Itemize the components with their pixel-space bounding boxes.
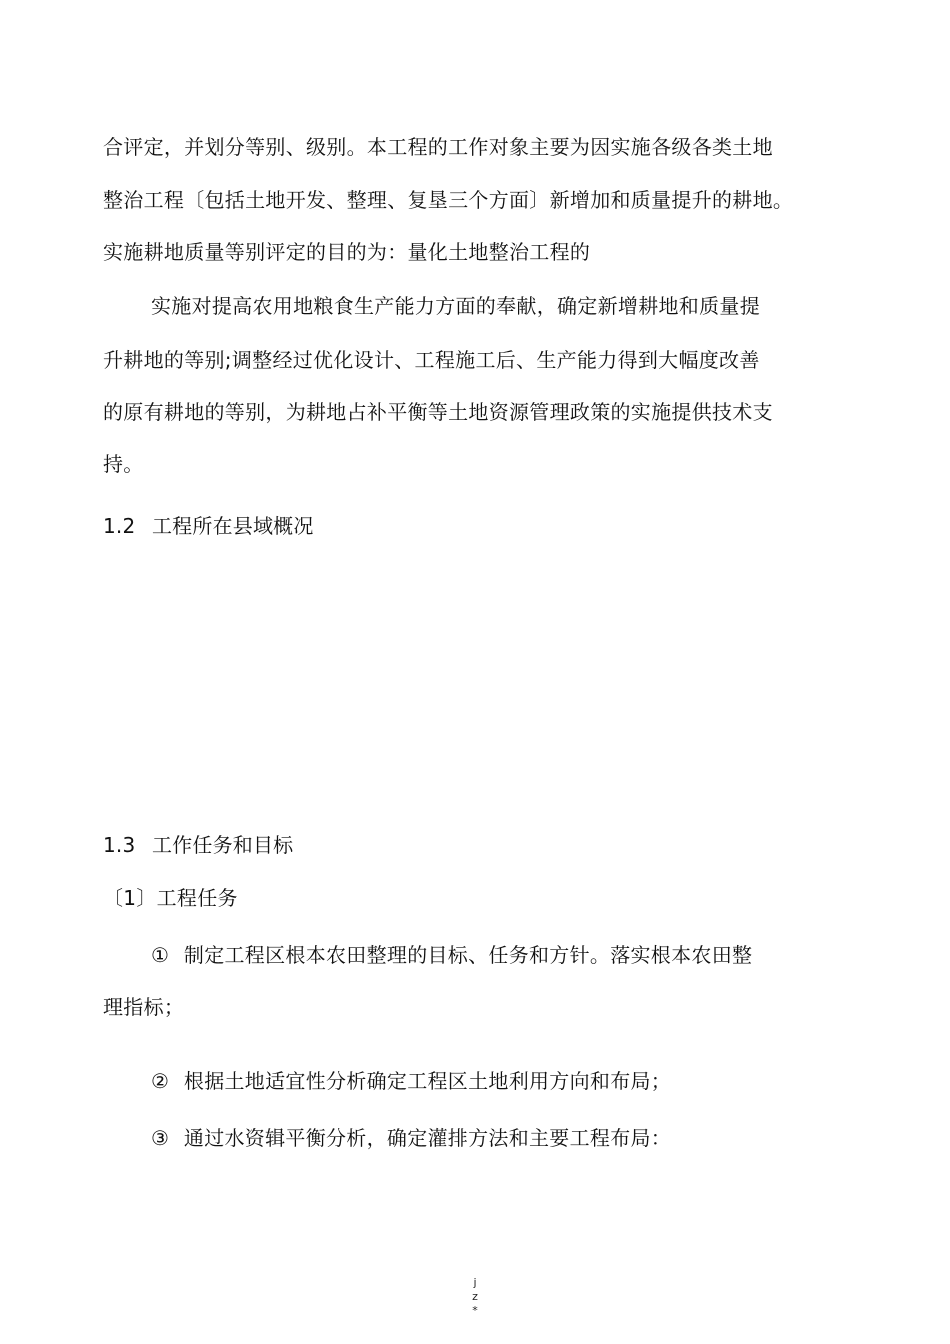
subsection-1-label: 〔1〕工程任务 [103,886,238,910]
item-1-text: 制定工程区根本农田整理的目标、任务和方针。落实根本农田整 [183,943,753,967]
paragraph-1-line-3: 实施耕地质量等别评定的目的为：量化土地整治工程的 [103,240,591,264]
item-1-line-2: 理指标； [103,995,185,1019]
item-3-marker: ③ [151,1126,170,1150]
section-1-2-number: 1.2 [103,514,136,538]
section-1-2-title: 工程所在县域概况 [151,514,314,538]
item-1-line-1 [151,941,752,969]
footer-char-3: * [472,1304,478,1317]
page-footer [469,1276,481,1318]
item-3-line-1 [151,1124,671,1152]
paragraph-2-line-4: 持。 [103,452,144,476]
paragraph-1-line-1: 合评定，并划分等别、级别。本工程的工作对象主要为因实施各级各类土地 [103,135,773,159]
section-1-3-heading [103,831,293,859]
section-1-3-number: 1.3 [103,833,136,857]
paragraph-1-line-2: 整治工程〔包括土地开发、整理、复垦三个方面〕新增加和质量提升的耕地。 [103,188,794,212]
item-2-line-1 [151,1067,671,1095]
footer-char-1: j [473,1276,477,1289]
section-1-3-title: 工作任务和目标 [151,833,294,857]
footer-char-2: z [472,1290,478,1303]
item-1-marker: ① [151,943,170,967]
paragraph-2-line-1: 实施对提高农用地粮食生产能力方面的奉献，确定新增耕地和质量提 [151,294,760,318]
item-3-text: 通过水资辑平衡分析，确定灌排方法和主要工程布局： [183,1126,672,1150]
item-2-marker: ② [151,1069,170,1093]
section-1-2-heading [103,512,314,540]
paragraph-2-line-2: 升耕地的等别;调整经过优化设计、工程施工后、生产能力得到大幅度改善 [103,348,760,372]
paragraph-2-line-3: 的原有耕地的等别，为耕地占补平衡等土地资源管理政策的实施提供技术支 [103,400,773,424]
item-2-text: 根据土地适宜性分析确定工程区土地利用方向和布局； [183,1069,672,1093]
